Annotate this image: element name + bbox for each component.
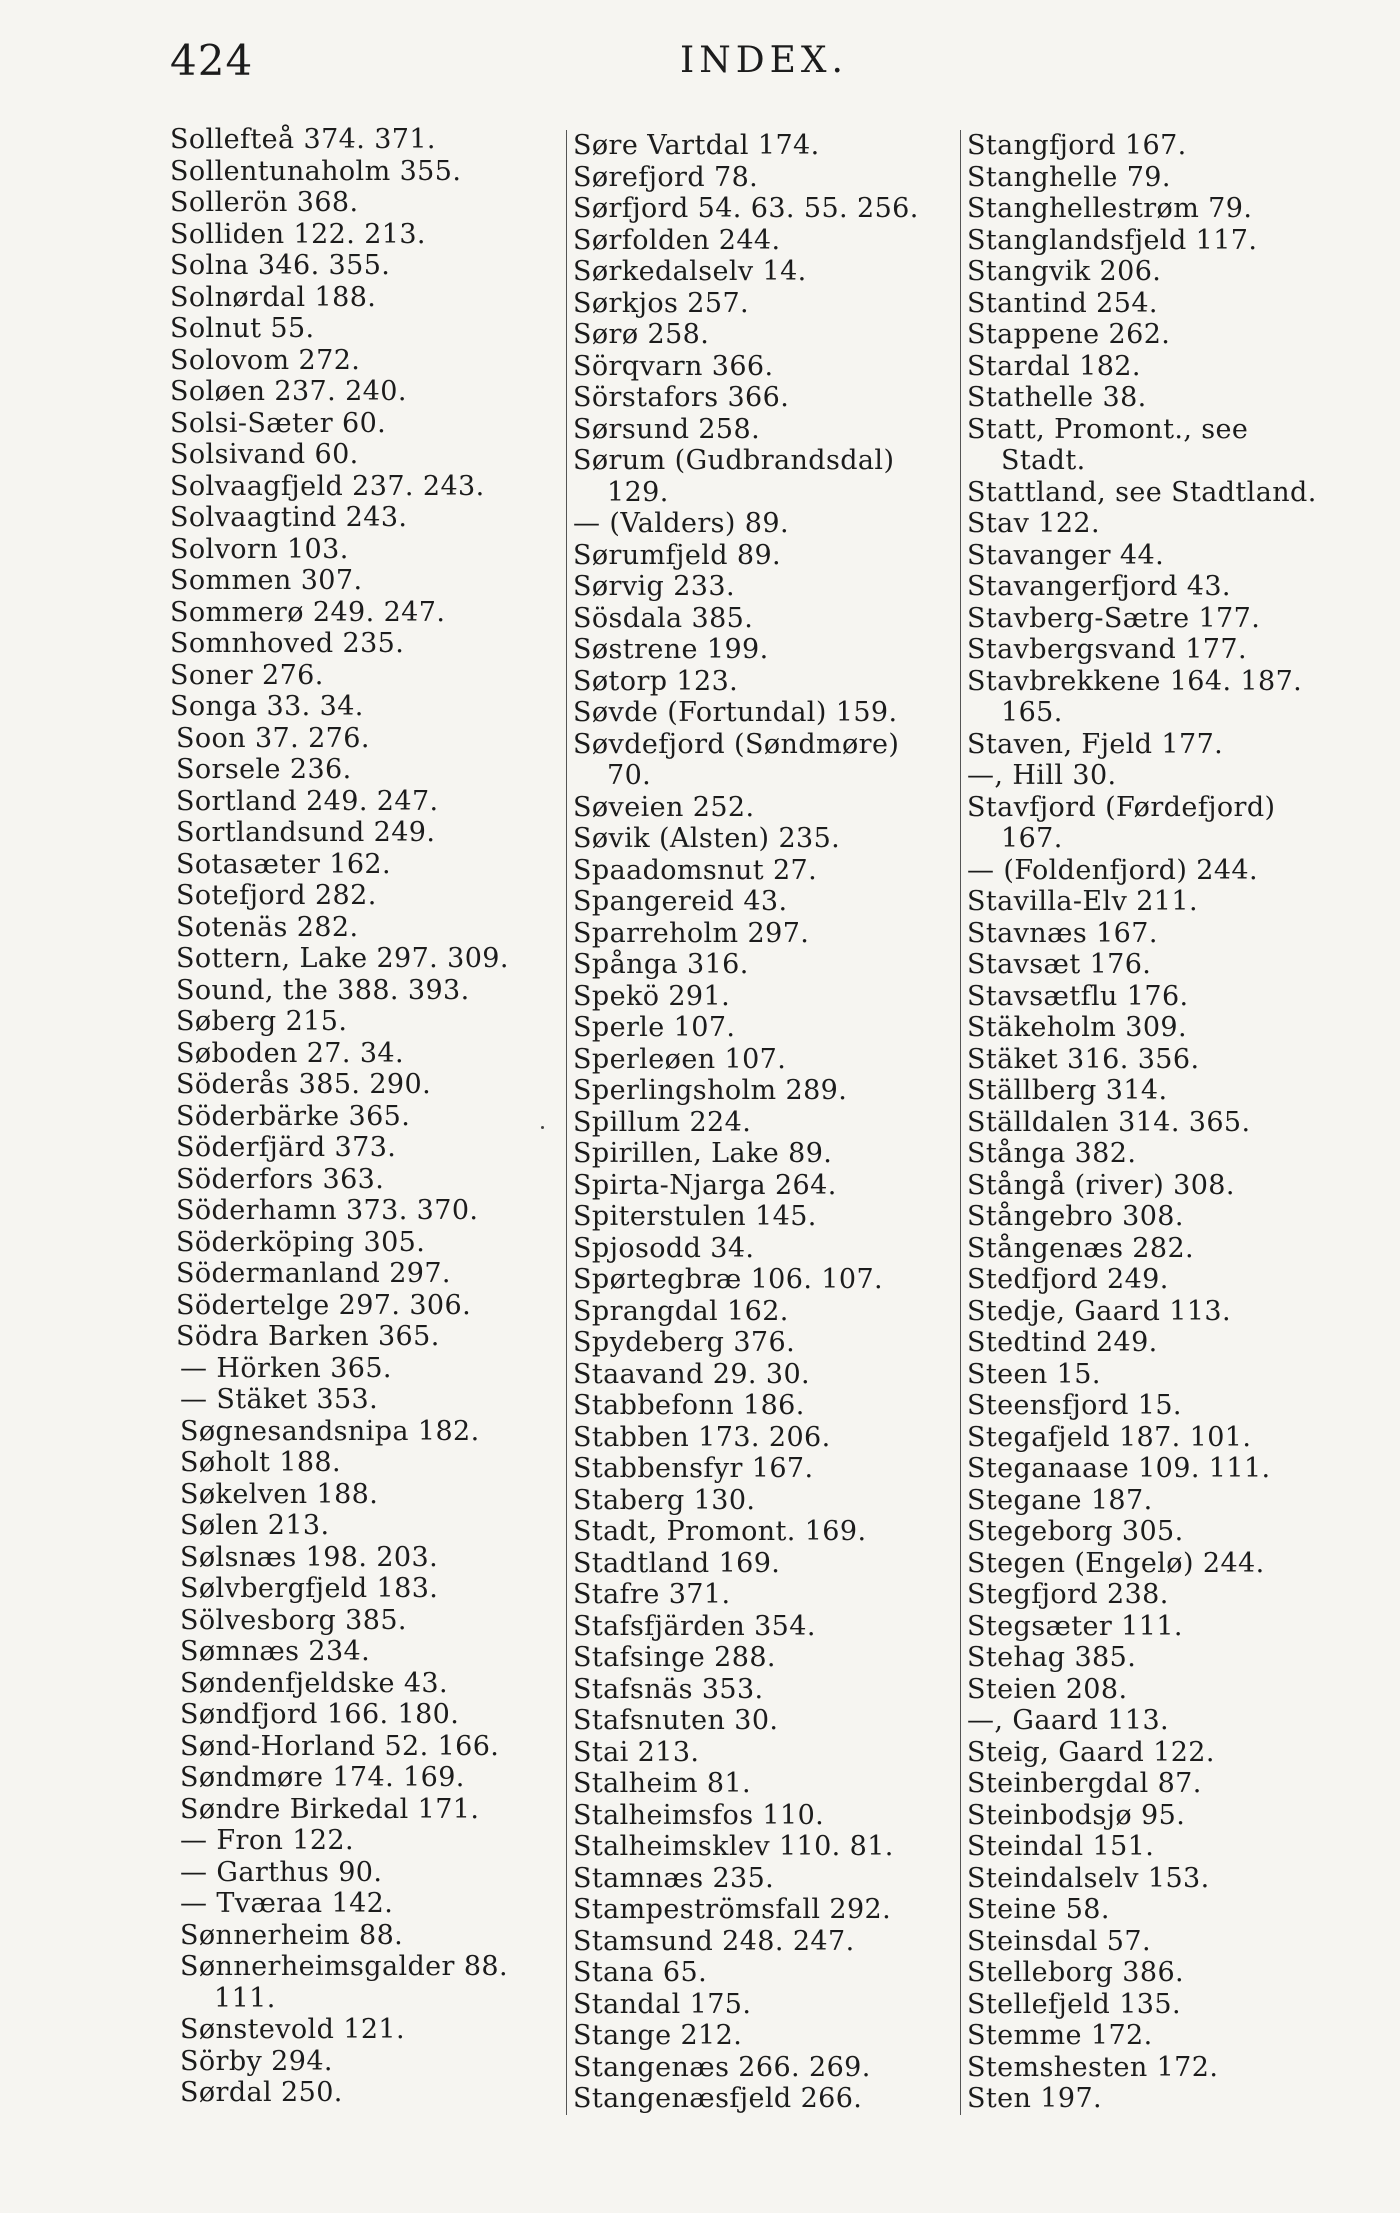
index-entry: Stampeströmsfall 292.: [573, 1894, 892, 1925]
index-entry: Stelleborg 386.: [967, 1957, 1185, 1988]
index-entry: Spirillen, Lake 89.: [573, 1138, 833, 1169]
index-entry: Søvik (Alsten) 235.: [573, 823, 841, 854]
index-entry: Söderfors 363.: [176, 1163, 385, 1195]
index-entry: Spillum 224.: [573, 1106, 752, 1138]
index-column-2: [566, 130, 953, 2115]
index-entry: Sollerön 368.: [170, 187, 359, 218]
index-entry: Sperle 107.: [573, 1012, 736, 1043]
index-entry: Stadt, Promont. 169.: [573, 1516, 867, 1547]
index-entry: Stegeborg 305.: [967, 1516, 1184, 1547]
index-entry: Spiterstulen 145.: [573, 1201, 817, 1232]
index-entry: Sørø 258.: [573, 319, 710, 350]
index-entry: Stana 65.: [573, 1957, 708, 1988]
index-entry: Stegane 187.: [967, 1484, 1153, 1516]
index-entry: Sørvig 233.: [573, 571, 735, 602]
index-entry: Stavsætflu 176.: [967, 980, 1189, 1012]
index-entry: Sørkedalselv 14.: [573, 256, 807, 287]
index-entry: Stattland, see Stadtland.: [967, 476, 1317, 508]
index-entry: 167.: [1001, 823, 1063, 854]
index-entry: Stellefjeld 135.: [967, 1988, 1181, 2020]
index-entry: Stange 212.: [573, 2020, 743, 2051]
index-entry: — (Valders) 89.: [573, 508, 789, 539]
index-entry: Stehag 385.: [967, 1642, 1137, 1673]
index-entry: Søndfjord 166. 180.: [180, 1699, 460, 1730]
index-entry: Solna 346. 355.: [170, 250, 391, 281]
index-entry: — Fron 122.: [180, 1825, 354, 1856]
index-entry: Solsivand 60.: [170, 439, 359, 470]
index-entry: Stafsinge 288.: [573, 1642, 776, 1673]
index-entry: Søtorp 123.: [573, 665, 739, 697]
index-entry: Steen 15.: [967, 1358, 1101, 1390]
index-entry: Söderköping 305.: [176, 1226, 426, 1258]
index-entry: Søkelven 188.: [180, 1478, 379, 1510]
index-entry: Spangereid 43.: [573, 886, 788, 917]
index-entry: Søboden 27. 34.: [176, 1037, 404, 1069]
index-entry: Spirta-Njarga 264.: [573, 1169, 837, 1201]
index-entry: Sound, the 388. 393.: [176, 974, 470, 1006]
index-entry: Stav 122.: [967, 508, 1100, 539]
index-entry: Sortlandsund 249.: [176, 817, 436, 848]
index-entry: Sørdal 250.: [180, 2077, 343, 2108]
index-entry: Stadt.: [1001, 445, 1086, 476]
index-entry: Stadtland 169.: [573, 1547, 781, 1579]
index-entry: Stavberg-Sætre 177.: [967, 602, 1261, 634]
index-entry: Stamsund 248. 247.: [573, 1925, 855, 1957]
index-entry: Söderbärke 365.: [176, 1100, 411, 1132]
index-entry: Soløen 237. 240.: [170, 376, 407, 407]
index-entry: 129.: [607, 476, 669, 508]
index-entry: Steensfjord 15.: [967, 1390, 1182, 1421]
index-entry: Stedje, Gaard 113.: [967, 1295, 1231, 1327]
index-entry: Stafsfjärden 354.: [573, 1610, 816, 1642]
index-entry: Sørumfjeld 89.: [573, 539, 782, 571]
index-entry: Statt, Promont., see: [967, 413, 1249, 445]
index-entry: Spjosodd 34.: [573, 1232, 755, 1264]
index-entry: Södertelge 297. 306.: [176, 1289, 472, 1321]
index-entry: Somnhoved 235.: [170, 628, 405, 659]
index-entry: — Hörken 365.: [180, 1352, 392, 1384]
index-entry: Sørfjord 54. 63. 55. 256.: [573, 193, 919, 224]
index-entry: Stedtind 249.: [967, 1327, 1158, 1358]
index-entry: Stegfjord 238.: [967, 1579, 1169, 1610]
index-entry: Søvde (Fortundal) 159.: [573, 697, 898, 728]
index-entry: 165.: [1001, 697, 1063, 728]
page-number: 424: [170, 36, 254, 85]
index-entry: Sperlingsholm 289.: [573, 1075, 848, 1106]
index-entry: Steine 58.: [967, 1894, 1110, 1925]
index-entry: Staberg 130.: [573, 1484, 756, 1516]
index-entry: Stalheimsklev 110. 81.: [573, 1831, 894, 1862]
index-entry: Stavfjord (Førdefjord): [967, 791, 1276, 823]
print-speck: [541, 1126, 544, 1129]
index-entry: Sotefjord 282.: [176, 880, 377, 911]
index-entry: Søholt 188.: [180, 1447, 341, 1478]
index-entry: Stavanger 44.: [967, 539, 1165, 571]
index-entry: Sten 197.: [967, 2083, 1103, 2114]
index-entry: Sønstevold 121.: [180, 2014, 405, 2045]
index-entry: Stäket 316. 356.: [967, 1043, 1200, 1075]
index-entry: Stangenæs 266. 269.: [573, 2051, 871, 2083]
index-entry: Stamnæs 235.: [573, 1862, 775, 1894]
index-entry: Stegafjeld 187. 101.: [967, 1421, 1252, 1453]
index-entry: — (Foldenfjord) 244.: [967, 854, 1258, 886]
index-entry: Stäkeholm 309.: [967, 1012, 1187, 1043]
index-entry: Sottern, Lake 297. 309.: [176, 943, 509, 974]
index-entry: Sörqvarn 366.: [573, 350, 774, 382]
index-entry: Søre Vartdal 174.: [573, 130, 820, 161]
index-entry: Staven, Fjeld 177.: [967, 728, 1224, 760]
index-entry: Spørtegbræ 106. 107.: [573, 1264, 884, 1295]
index-entry: Stegsæter 111.: [967, 1610, 1183, 1642]
index-entry: Steindalselv 153.: [967, 1862, 1210, 1894]
index-entry: Solsi-Sæter 60.: [170, 407, 387, 439]
index-entry: Stantind 254.: [967, 287, 1158, 319]
index-entry: Stavnæs 167.: [967, 917, 1158, 949]
index-entry: Stangenæsfjeld 266.: [573, 2083, 863, 2114]
index-entry: Sörstafors 366.: [573, 382, 790, 413]
index-entry: Sprangdal 162.: [573, 1295, 789, 1327]
index-entry: Sortland 249. 247.: [176, 785, 439, 817]
index-entry: Sølsnæs 198. 203.: [180, 1541, 439, 1573]
index-entry: Søvdefjord (Søndmøre): [573, 728, 900, 760]
page-header: [0, 36, 1400, 96]
index-entry: Söderfjärd 373.: [176, 1132, 397, 1163]
index-entry: Sømnæs 234.: [180, 1636, 371, 1667]
index-entry: Spekö 291.: [573, 980, 731, 1012]
index-entry: Stavilla-Elv 211.: [967, 886, 1198, 917]
index-entry: Songa 33. 34.: [170, 691, 364, 722]
index-entry: Stanghelle 79.: [967, 161, 1171, 193]
index-entry: Sønnerheim 88.: [180, 1919, 404, 1951]
index-entry: Søndre Birkedal 171.: [180, 1793, 480, 1825]
index-entry: Sølvbergfjeld 183.: [180, 1573, 439, 1604]
index-entry: Sørsund 258.: [573, 413, 761, 445]
index-entry: Södermanland 297.: [176, 1258, 451, 1289]
index-entry: Sommen 307.: [170, 565, 363, 596]
index-entry: — Garthus 90.: [180, 1856, 383, 1888]
index-entry: Søberg 215.: [176, 1006, 348, 1037]
index-entry: Stegen (Engelø) 244.: [967, 1547, 1265, 1579]
index-entry: Solvaagtind 243.: [170, 502, 408, 533]
index-entry: Söderås 385. 290.: [176, 1069, 432, 1100]
index-entry: Staavand 29. 30.: [573, 1358, 811, 1390]
index-entry: Steinbodsjø 95.: [967, 1799, 1186, 1831]
index-entry: — Tværaa 142.: [180, 1888, 394, 1919]
index-entry: Solliden 122. 213.: [170, 218, 426, 250]
index-entry: Stemshesten 172.: [967, 2051, 1219, 2083]
index-entry: Solnørdal 188.: [170, 281, 377, 313]
index-entry: Soner 276.: [170, 659, 324, 691]
index-entry: Sorsele 236.: [176, 754, 352, 785]
index-entry: Søgnesandsnipa 182.: [180, 1415, 480, 1447]
index-entry: Sollentunaholm 355.: [170, 155, 462, 187]
index-entry: Stabbefonn 186.: [573, 1390, 805, 1421]
index-entry: Stångå (river) 308.: [967, 1169, 1235, 1201]
index-entry: Stanglandsfjeld 117.: [967, 224, 1258, 256]
index-entry: Stabbensfyr 167.: [573, 1453, 814, 1484]
index-entry: Södra Barken 365.: [176, 1321, 440, 1352]
index-entry: Ställdalen 314. 365.: [967, 1106, 1251, 1138]
index-entry: Steganaase 109. 111.: [967, 1453, 1271, 1484]
index-entry: Stappene 262.: [967, 319, 1171, 350]
index-entry: Solvorn 103.: [170, 533, 349, 565]
index-entry: Steinbergdal 87.: [967, 1768, 1202, 1799]
index-entry: Stalheim 81.: [573, 1768, 752, 1799]
index-entry: Solnut 55.: [170, 313, 315, 344]
index-entry: Steien 208.: [967, 1673, 1128, 1705]
index-entry: Steig, Gaard 122.: [967, 1736, 1215, 1768]
index-entry: Soon 37. 276.: [176, 722, 370, 754]
index-entry: Søveien 252.: [573, 791, 755, 823]
index-entry: Stedfjord 249.: [967, 1264, 1169, 1295]
running-title: INDEX.: [680, 40, 848, 81]
index-entry: Sønnerheimsgalder 88.: [180, 1951, 508, 1982]
index-entry: Sørum (Gudbrandsdal): [573, 445, 895, 476]
index-entry: Stai 213.: [573, 1736, 700, 1768]
index-entry: Sperleøen 107.: [573, 1043, 787, 1075]
index-entry: 70.: [607, 760, 652, 791]
index-entry: Stalheimsfos 110.: [573, 1799, 825, 1831]
index-entry: Steindal 151.: [967, 1831, 1155, 1862]
index-entry: Sørkjos 257.: [573, 287, 750, 319]
index-entry: Stangfjord 167.: [967, 130, 1187, 161]
index-entry: Stabben 173. 206.: [573, 1421, 831, 1453]
index-entry: Sparreholm 297.: [573, 917, 810, 949]
index-entry: Spaadomsnut 27.: [573, 854, 818, 886]
index-entry: Sölvesborg 385.: [180, 1604, 407, 1636]
index-entry: Stangvik 206.: [967, 256, 1162, 287]
index-entry: Stathelle 38.: [967, 382, 1147, 413]
index-column-1: [170, 124, 550, 2109]
index-column-3: [960, 130, 1367, 2115]
index-entry: Söderhamn 373. 370.: [176, 1195, 479, 1226]
index-entry: Stemme 172.: [967, 2020, 1153, 2051]
index-entry: Sølen 213.: [180, 1510, 330, 1541]
index-entry: Sørefjord 78.: [573, 161, 759, 193]
index-entry: Stafre 371.: [573, 1579, 731, 1610]
index-entry: Sotenäs 282.: [176, 911, 359, 943]
index-entry: Stafsnuten 30.: [573, 1705, 779, 1736]
index-entry: Ställberg 314.: [967, 1075, 1168, 1106]
index-entry: Stångebro 308.: [967, 1201, 1184, 1232]
index-entry: Søstrene 199.: [573, 634, 769, 665]
index-entry: Sommerø 249. 247.: [170, 596, 446, 628]
index-entry: Stardal 182.: [967, 350, 1141, 382]
index-entry: —, Hill 30.: [967, 760, 1117, 791]
index-entry: 111.: [214, 1982, 276, 2014]
index-entry: Stavbrekkene 164. 187.: [967, 665, 1303, 697]
index-entry: Spydeberg 376.: [573, 1327, 796, 1358]
index-entry: Sønd-Horland 52. 166.: [180, 1730, 500, 1762]
index-entry: Sotasæter 162.: [176, 848, 391, 880]
index-entry: Solvaagfjeld 237. 243.: [170, 470, 485, 502]
index-entry: Stanghellestrøm 79.: [967, 193, 1253, 224]
index-entry: Stavsæt 176.: [967, 949, 1152, 980]
index-entry: Søndmøre 174. 169.: [180, 1762, 465, 1793]
index-entry: Stafsnäs 353.: [573, 1673, 764, 1705]
index-entry: Solovom 272.: [170, 344, 361, 376]
index-entry: Stånga 382.: [967, 1138, 1137, 1169]
index-entry: Stångenæs 282.: [967, 1232, 1195, 1264]
index-entry: Søndenfjeldske 43.: [180, 1667, 448, 1699]
index-entry: Sørfolden 244.: [573, 224, 781, 256]
index-entry: Sösdala 385.: [573, 602, 754, 634]
index-entry: Sollefteå 374. 371.: [170, 124, 436, 155]
index-entry: —, Gaard 113.: [967, 1705, 1170, 1736]
index-entry: Spånga 316.: [573, 949, 749, 980]
index-entry: Sörby 294.: [180, 2045, 333, 2077]
index-entry: Stavbergsvand 177.: [967, 634, 1247, 665]
index-entry: — Stäket 353.: [180, 1384, 379, 1415]
index-entry: Stavangerfjord 43.: [967, 571, 1231, 602]
index-entry: Standal 175.: [573, 1988, 752, 2020]
index-entry: Steinsdal 57.: [967, 1925, 1151, 1957]
